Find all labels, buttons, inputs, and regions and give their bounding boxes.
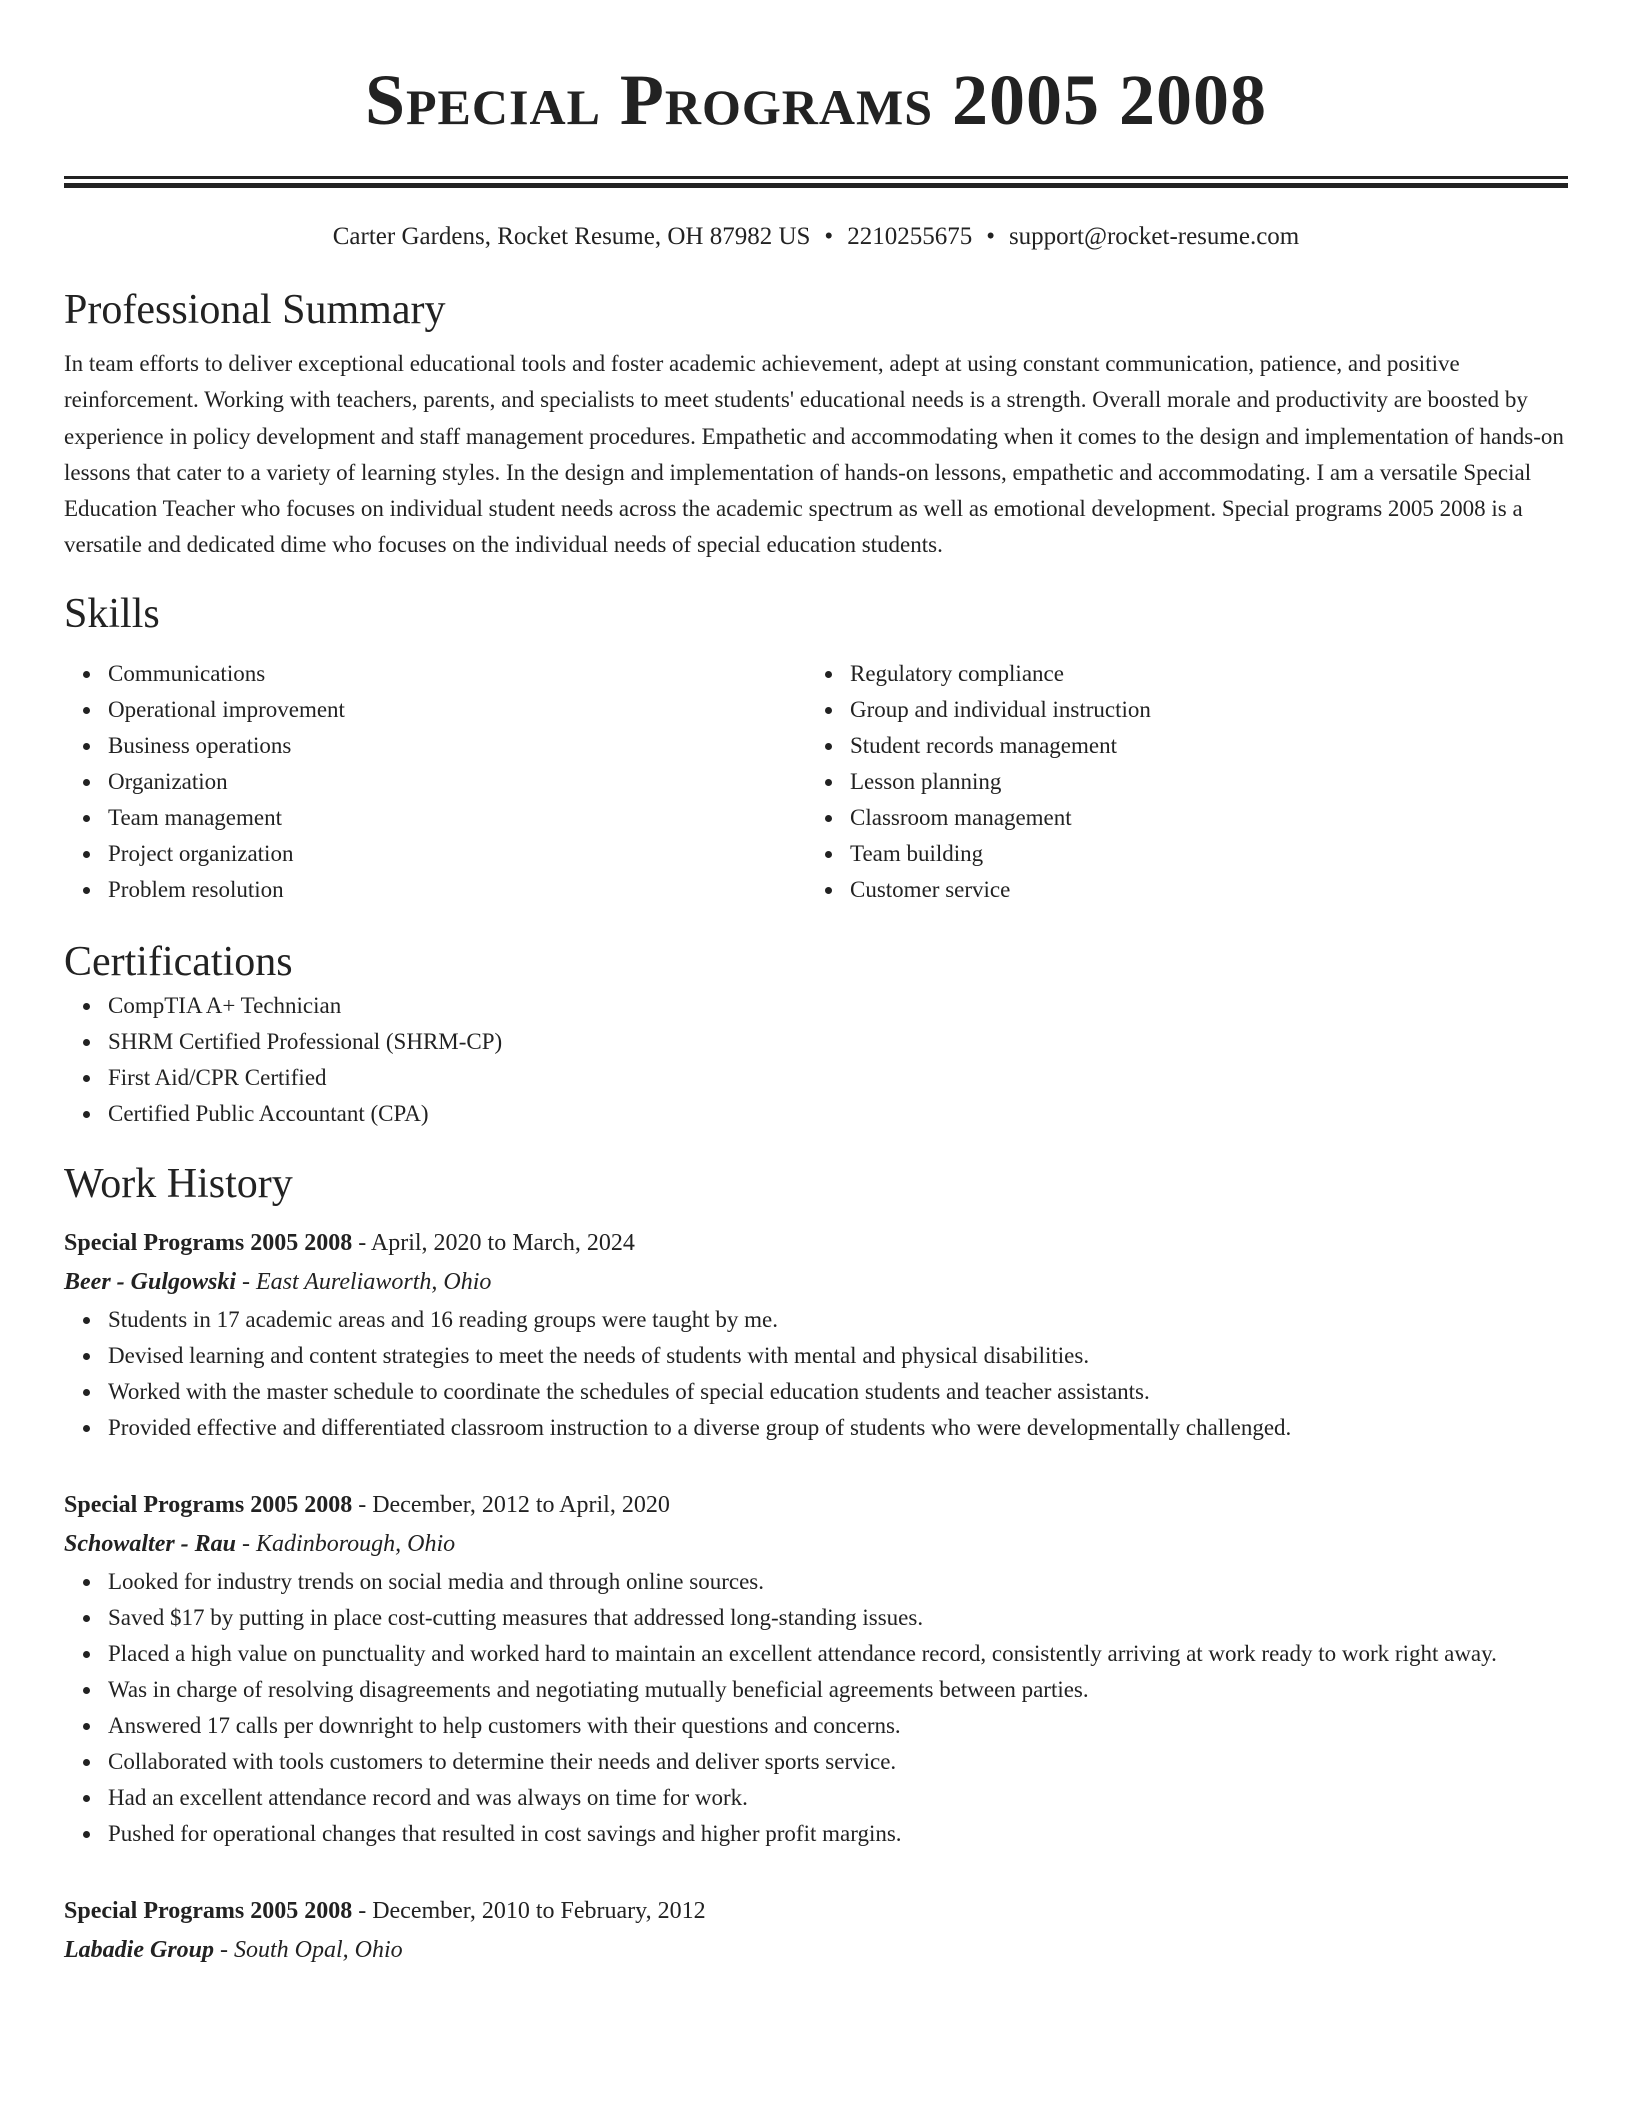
job-duty: Answered 17 calls per downright to help customers with their questions and concerns.: [108, 1708, 1568, 1744]
job-duty: Placed a high value on punctuality and worked hard to maintain an excellent attendance record, consistently arriving at work ready to work right away.: [108, 1636, 1568, 1672]
certifications-heading: Certifications: [64, 938, 293, 985]
skill-item: Customer service: [850, 872, 1548, 908]
skills-column-left: [64, 656, 806, 908]
job-duty: Students in 17 academic areas and 16 reading groups were taught by me.: [108, 1302, 1568, 1338]
skill-item: Operational improvement: [108, 692, 806, 728]
contact-address: Carter Gardens, Rocket Resume, OH 87982 US: [332, 223, 811, 250]
job-dates: - April, 2020 to March, 2024: [352, 1229, 635, 1256]
summary-text: In team efforts to deliver exceptional educational tools and foster academic achievement, adept at using constant communication, patience, and positive reinforcement. Working with teachers, parents, and specialists to meet students' educational needs is a strength. Overall morale and productivity are boosted by experience in policy development and staff management procedures. Empathetic and accommodating when it comes to the design and implementation of hands-on lessons that cater to a variety of learning styles. In the design and implementation of hands-on lessons, empathetic and accommodating. I am a versatile Special Education Teacher who focuses on individual student needs across the academic spectrum as well as emotional development. Special programs 2005 2008 is a versatile and dedicated dime who focuses on the individual needs of special education students.: [64, 351, 1564, 558]
job-dates: - December, 2012 to April, 2020: [352, 1491, 670, 1518]
job-duty: Devised learning and content strategies to meet the needs of students with mental and physical disabilities.: [108, 1338, 1568, 1374]
contact-separator: •: [824, 223, 834, 250]
job-title: Special Programs 2005 2008: [64, 1897, 353, 1924]
job-duty: Looked for industry trends on social media and through online sources.: [108, 1564, 1568, 1600]
summary-heading: Professional Summary: [64, 287, 446, 333]
contact-phone: 2210255675: [847, 223, 973, 250]
job-duty: Was in charge of resolving disagreements and negotiating mutually beneficial agreements between parties.: [108, 1672, 1568, 1708]
skills-list-right: [806, 656, 1548, 908]
job-company: Labadie Group: [64, 1936, 214, 1963]
contact-line: [64, 220, 1568, 254]
skill-item: Classroom management: [850, 800, 1548, 836]
job-company-line: [64, 1931, 1568, 1970]
job-title: Special Programs 2005 2008: [64, 1229, 353, 1256]
skill-item: Regulatory compliance: [850, 656, 1548, 692]
job-entry: [64, 1486, 1568, 1852]
certifications-list: [64, 988, 1568, 1132]
certification-item: First Aid/CPR Certified: [108, 1060, 1568, 1096]
job-duty: Worked with the master schedule to coordinate the schedules of special education students and teacher assistants.: [108, 1374, 1568, 1410]
job-company-line: [64, 1525, 1568, 1564]
contact-separator: •: [986, 223, 995, 250]
resume-page: [64, 0, 1568, 1970]
header-rule-thick: [64, 183, 1568, 188]
job-company-line: [64, 1263, 1568, 1302]
job-duty: Pushed for operational changes that resulted in cost savings and higher profit margins.: [108, 1816, 1568, 1852]
work-history-heading: Work History: [64, 1160, 293, 1207]
job-duty: Had an excellent attendance record and was always on time for work.: [108, 1780, 1568, 1816]
job-header: [64, 1486, 1568, 1525]
job-company: Beer - Gulgowski: [64, 1268, 237, 1295]
job-duty: Provided effective and differentiated classroom instruction to a diverse group of students who were developmentally challenged.: [108, 1410, 1568, 1446]
skill-item: Communications: [108, 656, 806, 692]
job-entry: [64, 1892, 1568, 1970]
job-duties-list: [64, 1302, 1568, 1446]
job-location: - South Opal, Ohio: [214, 1936, 403, 1963]
skill-item: Student records management: [850, 728, 1548, 764]
skill-item: Organization: [108, 764, 806, 800]
job-header: [64, 1892, 1568, 1931]
skill-item: Group and individual instruction: [850, 692, 1548, 728]
job-location: - East Aureliaworth, Ohio: [236, 1268, 492, 1295]
certification-item: SHRM Certified Professional (SHRM-CP): [108, 1024, 1568, 1060]
skill-item: Lesson planning: [850, 764, 1548, 800]
skill-item: Team management: [108, 800, 806, 836]
resume-name: Special Programs 2005 2008: [364, 60, 1268, 140]
job-entry: [64, 1224, 1568, 1446]
job-company: Schowalter - Rau: [64, 1530, 237, 1557]
certification-item: Certified Public Accountant (CPA): [108, 1096, 1568, 1132]
skill-item: Project organization: [108, 836, 806, 872]
job-location: - Kadinborough, Ohio: [236, 1530, 456, 1557]
skills-column-right: [806, 656, 1548, 908]
job-duty: Saved $17 by putting in place cost-cutting measures that addressed long-standing issues.: [108, 1600, 1568, 1636]
job-duty: Collaborated with tools customers to determine their needs and deliver sports service.: [108, 1744, 1568, 1780]
job-title: Special Programs 2005 2008: [64, 1491, 353, 1518]
skills-heading: Skills: [64, 590, 160, 637]
skill-item: Team building: [850, 836, 1548, 872]
skills-columns: [64, 656, 1568, 908]
job-header: [64, 1224, 1568, 1263]
header-rule-thin: [64, 176, 1568, 179]
contact-email: support@rocket-resume.com: [1008, 223, 1300, 250]
certification-item: CompTIA A+ Technician: [108, 988, 1568, 1024]
job-duties-list: [64, 1564, 1568, 1852]
skill-item: Business operations: [108, 728, 806, 764]
job-dates: - December, 2010 to February, 2012: [352, 1897, 706, 1924]
skill-item: Problem resolution: [108, 872, 806, 908]
skills-list-left: [64, 656, 806, 908]
